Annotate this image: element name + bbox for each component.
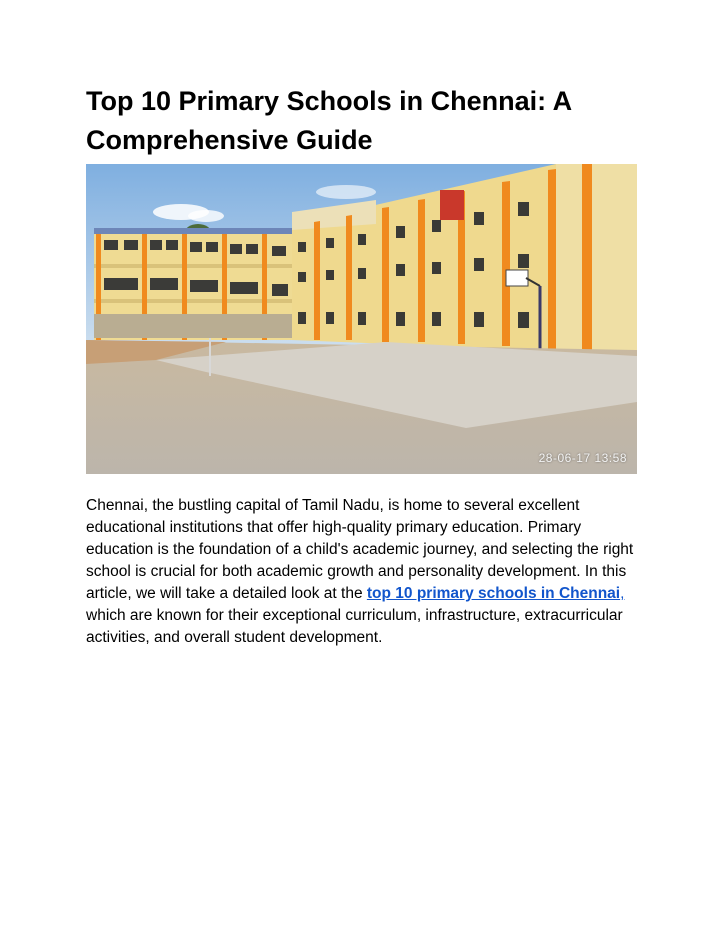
intro-paragraph [86,495,646,649]
photo-timestamp: 28-06-17 13:58 [538,451,627,465]
link-comma: , [620,585,625,602]
page-title: Top 10 Primary Schools in Chennai: A Comprehensive Guide [86,86,572,155]
top-10-schools-link[interactable]: top 10 primary schools in Chennai [366,585,621,602]
school-building-image [86,164,637,474]
intro-text-before-link: Chennai, the bustling capital of Tamil Nadu, is home to several excellent educational institutions that offer high-quality primary education. Primary education is the foundation of a child's academic journey, and selecting the right school is crucial for both academic growth and personality development. In this article, we will take a detailed look at the [86,497,634,602]
school-photo [86,164,637,474]
intro-text-after-link: which are known for their exceptional curriculum, infrastructure, extracurricular activities, and overall student development. [86,607,623,646]
